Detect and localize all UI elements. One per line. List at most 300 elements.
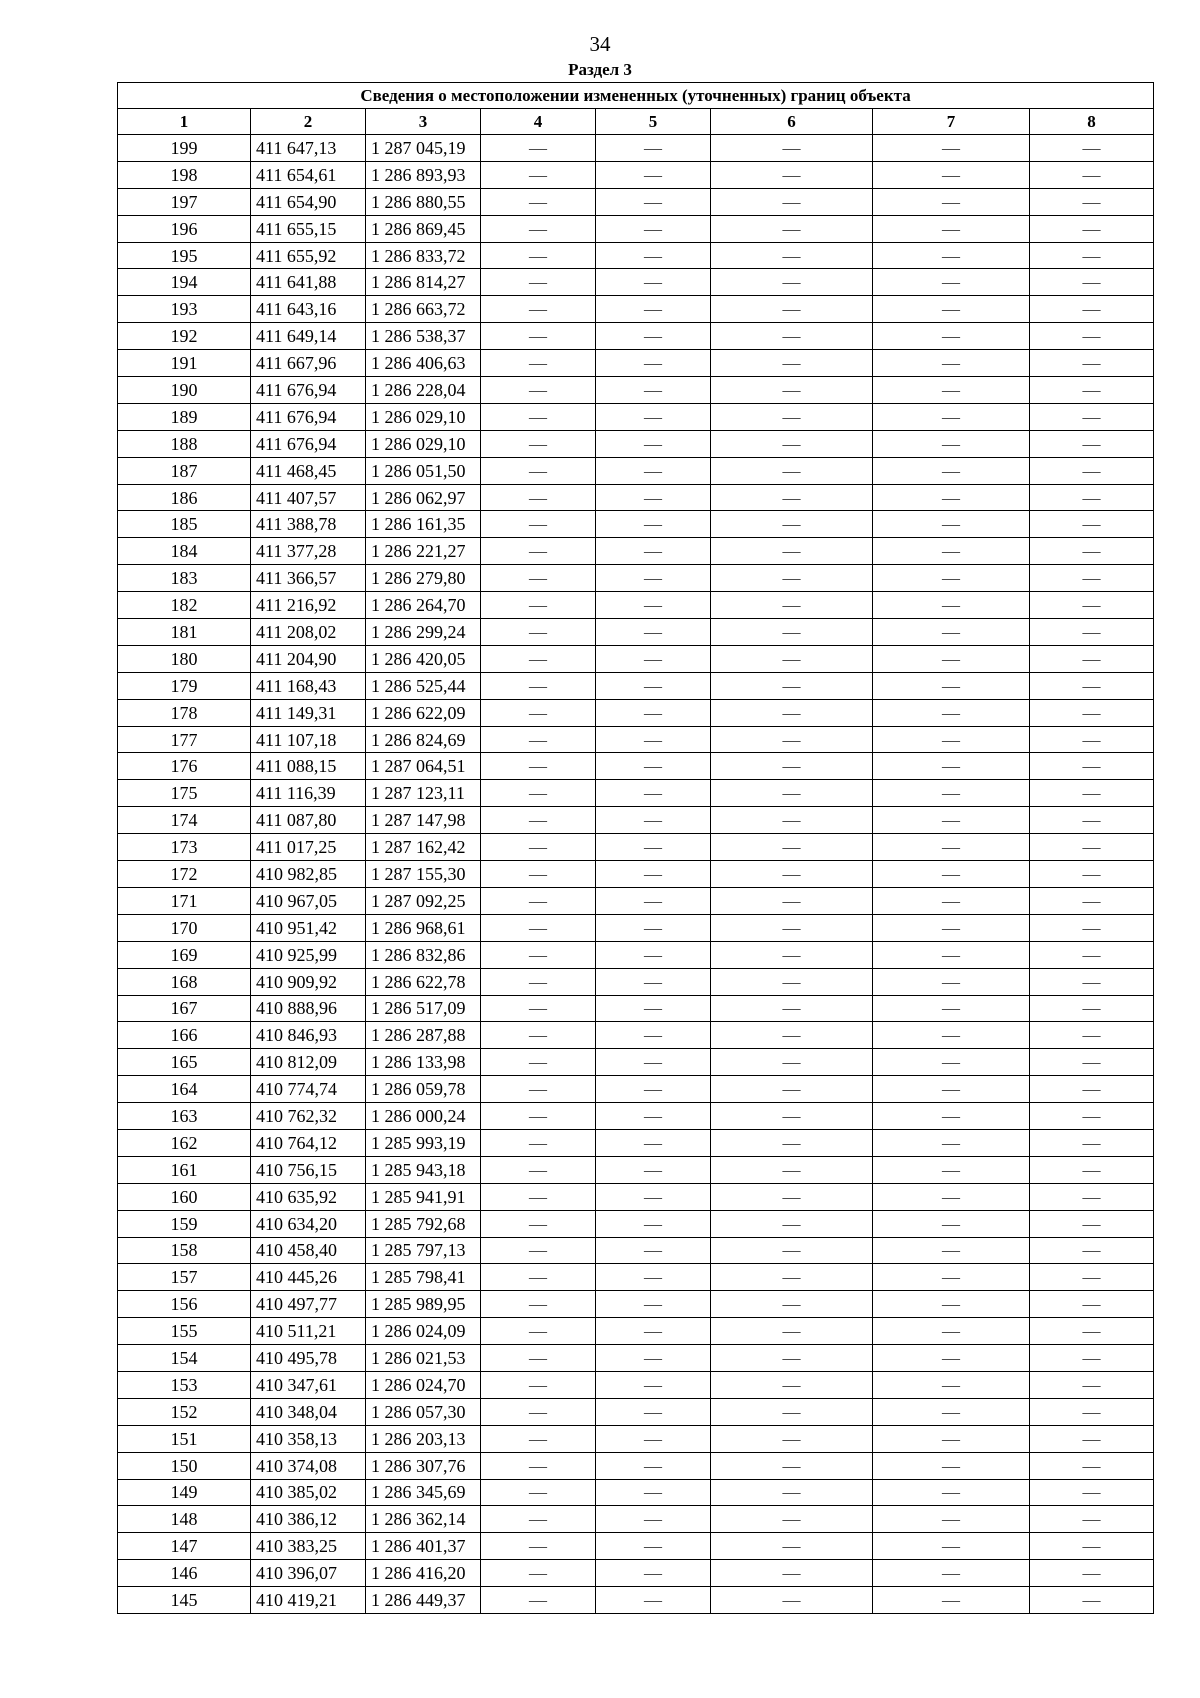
empty-value-cell: — — [1030, 1452, 1154, 1479]
y-coordinate-cell: 1 286 362,14 — [366, 1506, 481, 1533]
empty-value-cell: — — [873, 1183, 1030, 1210]
point-number-cell: 159 — [118, 1210, 251, 1237]
empty-value-cell: — — [596, 1533, 711, 1560]
table-row — [118, 1425, 1154, 1452]
empty-value-cell: — — [711, 1264, 873, 1291]
table-title: Сведения о местоположении измененных (уточненных) границ объекта — [118, 83, 1154, 109]
empty-value-cell: — — [711, 1103, 873, 1130]
empty-value-cell: — — [1030, 592, 1154, 619]
empty-value-cell: — — [1030, 403, 1154, 430]
x-coordinate-cell: 411 649,14 — [251, 323, 366, 350]
table-row — [118, 242, 1154, 269]
x-coordinate-cell: 410 909,92 — [251, 968, 366, 995]
empty-value-cell: — — [873, 968, 1030, 995]
empty-value-cell: — — [1030, 753, 1154, 780]
empty-value-cell: — — [596, 645, 711, 672]
empty-value-cell: — — [481, 296, 596, 323]
empty-value-cell: — — [596, 1318, 711, 1345]
column-header-4: 4 — [481, 109, 596, 135]
x-coordinate-cell: 410 511,21 — [251, 1318, 366, 1345]
table-row — [118, 592, 1154, 619]
empty-value-cell: — — [711, 135, 873, 162]
empty-value-cell: — — [711, 484, 873, 511]
point-number-cell: 162 — [118, 1129, 251, 1156]
x-coordinate-cell: 411 676,94 — [251, 377, 366, 404]
table-row — [118, 1156, 1154, 1183]
empty-value-cell: — — [711, 1291, 873, 1318]
empty-value-cell: — — [1030, 1371, 1154, 1398]
empty-value-cell: — — [711, 1156, 873, 1183]
empty-value-cell: — — [711, 887, 873, 914]
y-coordinate-cell: 1 287 092,25 — [366, 887, 481, 914]
empty-value-cell: — — [873, 188, 1030, 215]
y-coordinate-cell: 1 286 968,61 — [366, 914, 481, 941]
empty-value-cell: — — [1030, 968, 1154, 995]
point-number-cell: 175 — [118, 780, 251, 807]
point-number-cell: 183 — [118, 565, 251, 592]
empty-value-cell: — — [873, 807, 1030, 834]
empty-value-cell: — — [1030, 350, 1154, 377]
table-row — [118, 753, 1154, 780]
point-number-cell: 182 — [118, 592, 251, 619]
x-coordinate-cell: 411 116,39 — [251, 780, 366, 807]
empty-value-cell: — — [1030, 780, 1154, 807]
empty-value-cell: — — [873, 215, 1030, 242]
empty-value-cell: — — [1030, 1103, 1154, 1130]
empty-value-cell: — — [596, 995, 711, 1022]
empty-value-cell: — — [596, 1398, 711, 1425]
empty-value-cell: — — [481, 1049, 596, 1076]
empty-value-cell: — — [596, 161, 711, 188]
empty-value-cell: — — [873, 1103, 1030, 1130]
empty-value-cell: — — [873, 457, 1030, 484]
point-number-cell: 151 — [118, 1425, 251, 1452]
x-coordinate-cell: 410 386,12 — [251, 1506, 366, 1533]
empty-value-cell: — — [873, 780, 1030, 807]
empty-value-cell: — — [1030, 1076, 1154, 1103]
empty-value-cell: — — [711, 1533, 873, 1560]
empty-value-cell: — — [596, 323, 711, 350]
empty-value-cell: — — [711, 995, 873, 1022]
empty-value-cell: — — [481, 1264, 596, 1291]
point-number-cell: 147 — [118, 1533, 251, 1560]
table-row — [118, 188, 1154, 215]
x-coordinate-cell: 410 967,05 — [251, 887, 366, 914]
empty-value-cell: — — [1030, 538, 1154, 565]
empty-value-cell: — — [481, 323, 596, 350]
y-coordinate-cell: 1 285 941,91 — [366, 1183, 481, 1210]
table-row — [118, 565, 1154, 592]
empty-value-cell: — — [711, 215, 873, 242]
y-coordinate-cell: 1 286 307,76 — [366, 1452, 481, 1479]
y-coordinate-cell: 1 285 798,41 — [366, 1264, 481, 1291]
empty-value-cell: — — [1030, 1264, 1154, 1291]
y-coordinate-cell: 1 286 133,98 — [366, 1049, 481, 1076]
table-row — [118, 1560, 1154, 1587]
x-coordinate-cell: 411 654,61 — [251, 161, 366, 188]
table-row — [118, 1264, 1154, 1291]
point-number-cell: 173 — [118, 834, 251, 861]
empty-value-cell: — — [596, 1129, 711, 1156]
empty-value-cell: — — [873, 914, 1030, 941]
empty-value-cell: — — [596, 1506, 711, 1533]
empty-value-cell: — — [596, 242, 711, 269]
empty-value-cell: — — [873, 1291, 1030, 1318]
y-coordinate-cell: 1 286 833,72 — [366, 242, 481, 269]
empty-value-cell: — — [873, 753, 1030, 780]
table-row — [118, 215, 1154, 242]
empty-value-cell: — — [596, 135, 711, 162]
empty-value-cell: — — [873, 699, 1030, 726]
x-coordinate-cell: 410 635,92 — [251, 1183, 366, 1210]
x-coordinate-cell: 410 925,99 — [251, 941, 366, 968]
empty-value-cell: — — [1030, 1425, 1154, 1452]
empty-value-cell: — — [711, 753, 873, 780]
empty-value-cell: — — [596, 1103, 711, 1130]
empty-value-cell: — — [873, 403, 1030, 430]
table-row — [118, 672, 1154, 699]
empty-value-cell: — — [873, 941, 1030, 968]
empty-value-cell: — — [711, 1049, 873, 1076]
empty-value-cell: — — [711, 592, 873, 619]
x-coordinate-cell: 411 208,02 — [251, 619, 366, 646]
x-coordinate-cell: 410 951,42 — [251, 914, 366, 941]
point-number-cell: 186 — [118, 484, 251, 511]
empty-value-cell: — — [1030, 1022, 1154, 1049]
empty-value-cell: — — [711, 1210, 873, 1237]
empty-value-cell: — — [873, 1156, 1030, 1183]
empty-value-cell: — — [1030, 726, 1154, 753]
table-row — [118, 484, 1154, 511]
empty-value-cell: — — [481, 215, 596, 242]
table-row — [118, 403, 1154, 430]
x-coordinate-cell: 410 982,85 — [251, 861, 366, 888]
empty-value-cell: — — [711, 511, 873, 538]
table-row — [118, 1479, 1154, 1506]
empty-value-cell: — — [481, 619, 596, 646]
point-number-cell: 188 — [118, 430, 251, 457]
empty-value-cell: — — [1030, 215, 1154, 242]
x-coordinate-cell: 410 458,40 — [251, 1237, 366, 1264]
empty-value-cell: — — [711, 269, 873, 296]
table-row — [118, 538, 1154, 565]
empty-value-cell: — — [873, 565, 1030, 592]
empty-value-cell: — — [711, 323, 873, 350]
table-row — [118, 645, 1154, 672]
empty-value-cell: — — [596, 1371, 711, 1398]
empty-value-cell: — — [873, 1398, 1030, 1425]
empty-value-cell: — — [873, 1425, 1030, 1452]
table-row — [118, 511, 1154, 538]
empty-value-cell: — — [481, 1533, 596, 1560]
empty-value-cell: — — [481, 672, 596, 699]
table-row — [118, 296, 1154, 323]
table-row — [118, 995, 1154, 1022]
empty-value-cell: — — [711, 1237, 873, 1264]
empty-value-cell: — — [711, 403, 873, 430]
y-coordinate-cell: 1 286 287,88 — [366, 1022, 481, 1049]
y-coordinate-cell: 1 286 203,13 — [366, 1425, 481, 1452]
empty-value-cell: — — [873, 1452, 1030, 1479]
y-coordinate-cell: 1 286 021,53 — [366, 1345, 481, 1372]
empty-value-cell: — — [481, 1479, 596, 1506]
empty-value-cell: — — [596, 861, 711, 888]
empty-value-cell: — — [711, 1452, 873, 1479]
empty-value-cell: — — [596, 780, 711, 807]
empty-value-cell: — — [596, 1479, 711, 1506]
empty-value-cell: — — [596, 672, 711, 699]
point-number-cell: 165 — [118, 1049, 251, 1076]
x-coordinate-cell: 411 168,43 — [251, 672, 366, 699]
empty-value-cell: — — [711, 834, 873, 861]
x-coordinate-cell: 410 756,15 — [251, 1156, 366, 1183]
empty-value-cell: — — [596, 1183, 711, 1210]
point-number-cell: 185 — [118, 511, 251, 538]
empty-value-cell: — — [873, 1076, 1030, 1103]
empty-value-cell: — — [1030, 672, 1154, 699]
empty-value-cell: — — [711, 1479, 873, 1506]
empty-value-cell: — — [596, 1264, 711, 1291]
empty-value-cell: — — [481, 1398, 596, 1425]
x-coordinate-cell: 410 846,93 — [251, 1022, 366, 1049]
empty-value-cell: — — [596, 807, 711, 834]
y-coordinate-cell: 1 286 279,80 — [366, 565, 481, 592]
empty-value-cell: — — [873, 1318, 1030, 1345]
empty-value-cell: — — [711, 807, 873, 834]
empty-value-cell: — — [1030, 699, 1154, 726]
empty-value-cell: — — [873, 377, 1030, 404]
empty-value-cell: — — [596, 403, 711, 430]
empty-value-cell: — — [596, 1452, 711, 1479]
empty-value-cell: — — [711, 1318, 873, 1345]
empty-value-cell: — — [711, 1425, 873, 1452]
empty-value-cell: — — [1030, 323, 1154, 350]
empty-value-cell: — — [711, 941, 873, 968]
empty-value-cell: — — [1030, 1398, 1154, 1425]
point-number-cell: 172 — [118, 861, 251, 888]
y-coordinate-cell: 1 286 024,09 — [366, 1318, 481, 1345]
x-coordinate-cell: 411 676,94 — [251, 430, 366, 457]
empty-value-cell: — — [481, 403, 596, 430]
y-coordinate-cell: 1 287 155,30 — [366, 861, 481, 888]
empty-value-cell: — — [711, 538, 873, 565]
empty-value-cell: — — [873, 135, 1030, 162]
empty-value-cell: — — [1030, 1506, 1154, 1533]
empty-value-cell: — — [1030, 242, 1154, 269]
x-coordinate-cell: 411 655,15 — [251, 215, 366, 242]
empty-value-cell: — — [873, 1129, 1030, 1156]
table-row — [118, 135, 1154, 162]
empty-value-cell: — — [1030, 619, 1154, 646]
empty-value-cell: — — [711, 1345, 873, 1372]
empty-value-cell: — — [596, 1210, 711, 1237]
x-coordinate-cell: 411 643,16 — [251, 296, 366, 323]
x-coordinate-cell: 411 676,94 — [251, 403, 366, 430]
empty-value-cell: — — [711, 968, 873, 995]
empty-value-cell: — — [481, 592, 596, 619]
empty-value-cell: — — [481, 161, 596, 188]
table-row — [118, 161, 1154, 188]
empty-value-cell: — — [481, 834, 596, 861]
empty-value-cell: — — [711, 1506, 873, 1533]
empty-value-cell: — — [1030, 457, 1154, 484]
empty-value-cell: — — [1030, 135, 1154, 162]
empty-value-cell: — — [481, 1452, 596, 1479]
y-coordinate-cell: 1 286 299,24 — [366, 619, 481, 646]
table-row — [118, 1533, 1154, 1560]
y-coordinate-cell: 1 286 416,20 — [366, 1560, 481, 1587]
empty-value-cell: — — [1030, 995, 1154, 1022]
x-coordinate-cell: 411 667,96 — [251, 350, 366, 377]
y-coordinate-cell: 1 286 024,70 — [366, 1371, 481, 1398]
x-coordinate-cell: 410 358,13 — [251, 1425, 366, 1452]
empty-value-cell: — — [711, 1076, 873, 1103]
x-coordinate-cell: 410 374,08 — [251, 1452, 366, 1479]
empty-value-cell: — — [596, 1345, 711, 1372]
point-number-cell: 178 — [118, 699, 251, 726]
point-number-cell: 187 — [118, 457, 251, 484]
y-coordinate-cell: 1 286 832,86 — [366, 941, 481, 968]
empty-value-cell: — — [711, 699, 873, 726]
x-coordinate-cell: 411 654,90 — [251, 188, 366, 215]
empty-value-cell: — — [596, 1022, 711, 1049]
empty-value-cell: — — [873, 1587, 1030, 1614]
empty-value-cell: — — [481, 726, 596, 753]
y-coordinate-cell: 1 285 993,19 — [366, 1129, 481, 1156]
empty-value-cell: — — [1030, 807, 1154, 834]
point-number-cell: 166 — [118, 1022, 251, 1049]
point-number-cell: 156 — [118, 1291, 251, 1318]
point-number-cell: 170 — [118, 914, 251, 941]
point-number-cell: 195 — [118, 242, 251, 269]
empty-value-cell: — — [596, 1425, 711, 1452]
point-number-cell: 181 — [118, 619, 251, 646]
empty-value-cell: — — [711, 430, 873, 457]
table-row — [118, 1506, 1154, 1533]
empty-value-cell: — — [596, 538, 711, 565]
empty-value-cell: — — [711, 161, 873, 188]
empty-value-cell: — — [1030, 269, 1154, 296]
empty-value-cell: — — [481, 780, 596, 807]
point-number-cell: 167 — [118, 995, 251, 1022]
empty-value-cell: — — [481, 457, 596, 484]
empty-value-cell: — — [711, 377, 873, 404]
x-coordinate-cell: 411 468,45 — [251, 457, 366, 484]
empty-value-cell: — — [1030, 1318, 1154, 1345]
y-coordinate-cell: 1 286 420,05 — [366, 645, 481, 672]
empty-value-cell: — — [481, 968, 596, 995]
point-number-cell: 174 — [118, 807, 251, 834]
x-coordinate-cell: 410 383,25 — [251, 1533, 366, 1560]
column-header-7: 7 — [873, 109, 1030, 135]
empty-value-cell: — — [1030, 296, 1154, 323]
empty-value-cell: — — [596, 484, 711, 511]
empty-value-cell: — — [873, 511, 1030, 538]
column-header-1: 1 — [118, 109, 251, 135]
table-row — [118, 780, 1154, 807]
table-row — [118, 457, 1154, 484]
empty-value-cell: — — [596, 968, 711, 995]
empty-value-cell: — — [596, 834, 711, 861]
table-row — [118, 350, 1154, 377]
x-coordinate-cell: 410 445,26 — [251, 1264, 366, 1291]
empty-value-cell: — — [1030, 1479, 1154, 1506]
y-coordinate-cell: 1 286 824,69 — [366, 726, 481, 753]
x-coordinate-cell: 411 641,88 — [251, 269, 366, 296]
empty-value-cell: — — [596, 1156, 711, 1183]
empty-value-cell: — — [873, 1479, 1030, 1506]
y-coordinate-cell: 1 286 869,45 — [366, 215, 481, 242]
table-row — [118, 968, 1154, 995]
empty-value-cell: — — [596, 941, 711, 968]
point-number-cell: 164 — [118, 1076, 251, 1103]
empty-value-cell: — — [596, 592, 711, 619]
empty-value-cell: — — [873, 1237, 1030, 1264]
x-coordinate-cell: 411 655,92 — [251, 242, 366, 269]
empty-value-cell: — — [481, 538, 596, 565]
x-coordinate-cell: 410 385,02 — [251, 1479, 366, 1506]
empty-value-cell: — — [596, 1076, 711, 1103]
column-header-5: 5 — [596, 109, 711, 135]
y-coordinate-cell: 1 286 622,78 — [366, 968, 481, 995]
point-number-cell: 168 — [118, 968, 251, 995]
y-coordinate-cell: 1 286 029,10 — [366, 430, 481, 457]
empty-value-cell: — — [873, 834, 1030, 861]
empty-value-cell: — — [873, 296, 1030, 323]
empty-value-cell: — — [1030, 1533, 1154, 1560]
empty-value-cell: — — [481, 1371, 596, 1398]
empty-value-cell: — — [596, 188, 711, 215]
point-number-cell: 194 — [118, 269, 251, 296]
column-header-6: 6 — [711, 109, 873, 135]
table-row — [118, 1049, 1154, 1076]
empty-value-cell: — — [711, 726, 873, 753]
table-row — [118, 1587, 1154, 1614]
table-row — [118, 834, 1154, 861]
empty-value-cell: — — [481, 1506, 596, 1533]
x-coordinate-cell: 410 347,61 — [251, 1371, 366, 1398]
table-row — [118, 914, 1154, 941]
empty-value-cell: — — [1030, 887, 1154, 914]
point-number-cell: 171 — [118, 887, 251, 914]
empty-value-cell: — — [596, 565, 711, 592]
table-row — [118, 1452, 1154, 1479]
empty-value-cell: — — [1030, 645, 1154, 672]
y-coordinate-cell: 1 287 064,51 — [366, 753, 481, 780]
empty-value-cell: — — [711, 1183, 873, 1210]
empty-value-cell: — — [873, 161, 1030, 188]
table-row — [118, 941, 1154, 968]
empty-value-cell: — — [873, 1506, 1030, 1533]
x-coordinate-cell: 410 762,32 — [251, 1103, 366, 1130]
x-coordinate-cell: 411 149,31 — [251, 699, 366, 726]
table-row — [118, 861, 1154, 888]
point-number-cell: 150 — [118, 1452, 251, 1479]
empty-value-cell: — — [481, 807, 596, 834]
empty-value-cell: — — [711, 350, 873, 377]
empty-value-cell: — — [711, 296, 873, 323]
empty-value-cell: — — [1030, 377, 1154, 404]
empty-value-cell: — — [711, 672, 873, 699]
column-header-row — [118, 109, 1154, 135]
x-coordinate-cell: 410 495,78 — [251, 1345, 366, 1372]
empty-value-cell: — — [873, 484, 1030, 511]
empty-value-cell: — — [1030, 1237, 1154, 1264]
table-row — [118, 726, 1154, 753]
x-coordinate-cell: 411 366,57 — [251, 565, 366, 592]
column-header-3: 3 — [366, 109, 481, 135]
empty-value-cell: — — [1030, 511, 1154, 538]
